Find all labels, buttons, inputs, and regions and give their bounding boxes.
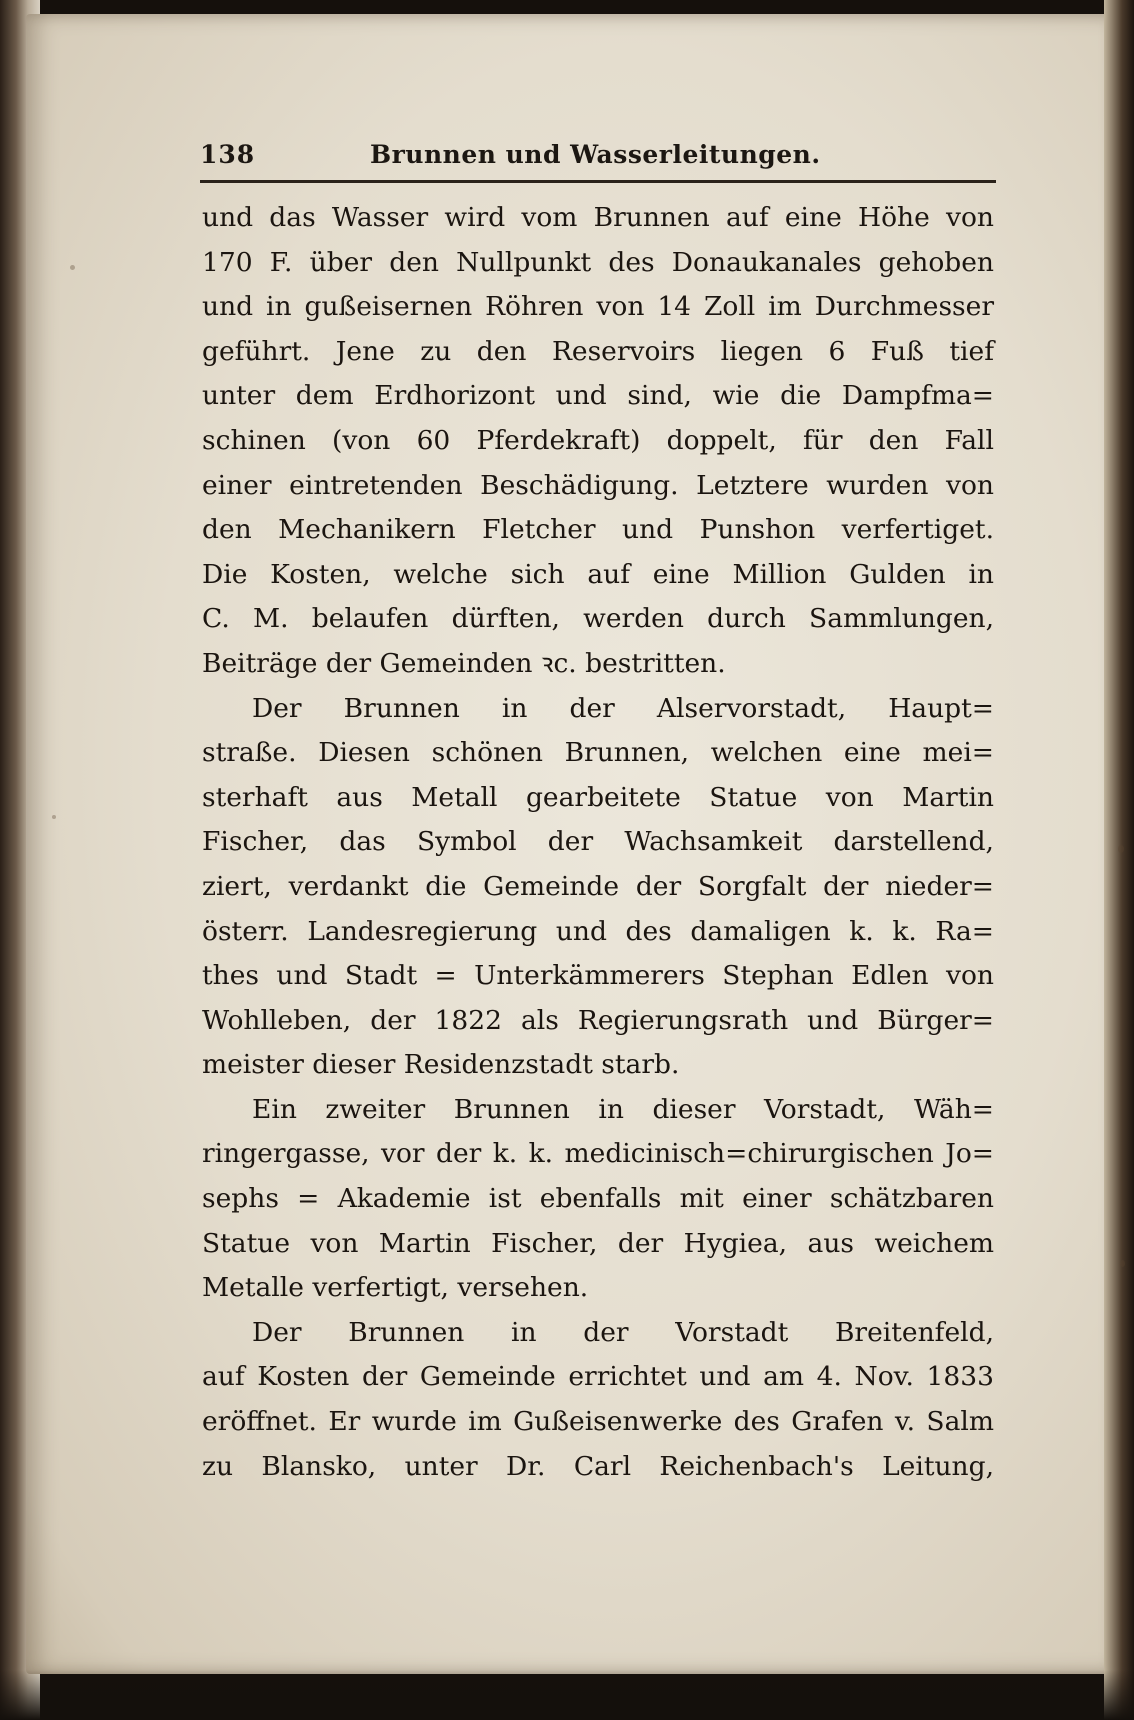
- text-line: Wohlleben, der 1822 als Regierungsrath und Bürger=: [202, 1004, 994, 1036]
- text-line: thes und Stadt = Unterkämmerers Stephan Edlen von: [202, 960, 994, 992]
- text-line: zu Blansko, unter Dr. Carl Reichenbach's Leitung,: [202, 1450, 994, 1482]
- paper-speck: [1118, 845, 1124, 853]
- text-line: Die Kosten, welche sich auf eine Million Gulden in: [202, 558, 994, 590]
- running-head: Brunnen und Wasserleitungen.: [370, 140, 821, 169]
- text-line: ziert, verdankt die Gemeinde der Sorgfalt der nieder=: [202, 870, 994, 902]
- text-line: meister dieser Residenzstadt starb.: [202, 1049, 680, 1081]
- text-line: Fischer, das Symbol der Wachsamkeit darstellend,: [202, 826, 994, 858]
- header-rule: [200, 180, 996, 183]
- paragraph: [202, 196, 994, 687]
- text-line: unter dem Erdhorizont und sind, wie die Dampfma=: [202, 380, 994, 412]
- text-line: Statue von Martin Fischer, der Hygiea, aus weichem: [202, 1227, 994, 1259]
- page-number: 138: [200, 140, 256, 169]
- text-line: ringergasse, vor der k. k. medicinisch=chirurgischen Jo=: [202, 1138, 994, 1170]
- text-line: Der Brunnen in der Alservorstadt, Haupt=: [252, 692, 994, 724]
- text-line: Beiträge der Gemeinden ꝛc. bestritten.: [202, 647, 726, 679]
- paper-speck: [52, 815, 56, 819]
- text-line: sterhaft aus Metall gearbeitete Statue von Martin: [202, 781, 994, 813]
- text-line: den Mechanikern Fletcher und Punshon verfertiget.: [202, 514, 994, 546]
- paragraph: [202, 1088, 994, 1311]
- text-line: geführt. Jene zu den Reservoirs liegen 6 Fuß tief: [202, 335, 994, 367]
- text-line: eröffnet. Er wurde im Gußeisenwerke des Grafen v. Salm: [202, 1406, 994, 1438]
- body-text: [202, 196, 994, 1489]
- text-line: Der Brunnen in der Vorstadt Breitenfeld,: [252, 1316, 994, 1348]
- page-header: [200, 138, 996, 180]
- paper-speck: [70, 265, 75, 270]
- paragraph: [202, 687, 994, 1088]
- book-gutter-shadow: [1104, 0, 1134, 1720]
- text-line: Ein zweiter Brunnen in dieser Vorstadt, Wäh=: [252, 1093, 994, 1125]
- text-line: österr. Landesregierung und des damaligen k. k. Ra=: [202, 915, 994, 947]
- text-line: C. M. belaufen dürften, werden durch Sammlungen,: [202, 603, 994, 635]
- text-line: straße. Diesen schönen Brunnen, welchen eine mei=: [202, 737, 994, 769]
- text-line: 170 F. über den Nullpunkt des Donaukanales gehoben: [202, 246, 994, 278]
- text-line: schinen (von 60 Pferdekraft) doppelt, für den Fall: [202, 424, 994, 456]
- text-line: und in gußeisernen Röhren von 14 Zoll im Durchmesser: [202, 291, 994, 323]
- text-line: sephs = Akademie ist ebenfalls mit einer schätzbaren: [202, 1183, 994, 1215]
- scan-bottom-edge: [0, 1670, 1134, 1720]
- paragraph: [202, 1311, 994, 1489]
- text-line: auf Kosten der Gemeinde errichtet und am 4. Nov. 1833: [202, 1361, 994, 1393]
- text-line: und das Wasser wird vom Brunnen auf eine Höhe von: [202, 202, 994, 233]
- paper-speck: [1120, 1260, 1125, 1267]
- text-line: Metalle verfertigt, versehen.: [202, 1272, 589, 1304]
- text-line: einer eintretenden Beschädigung. Letztere wurden von: [202, 469, 994, 501]
